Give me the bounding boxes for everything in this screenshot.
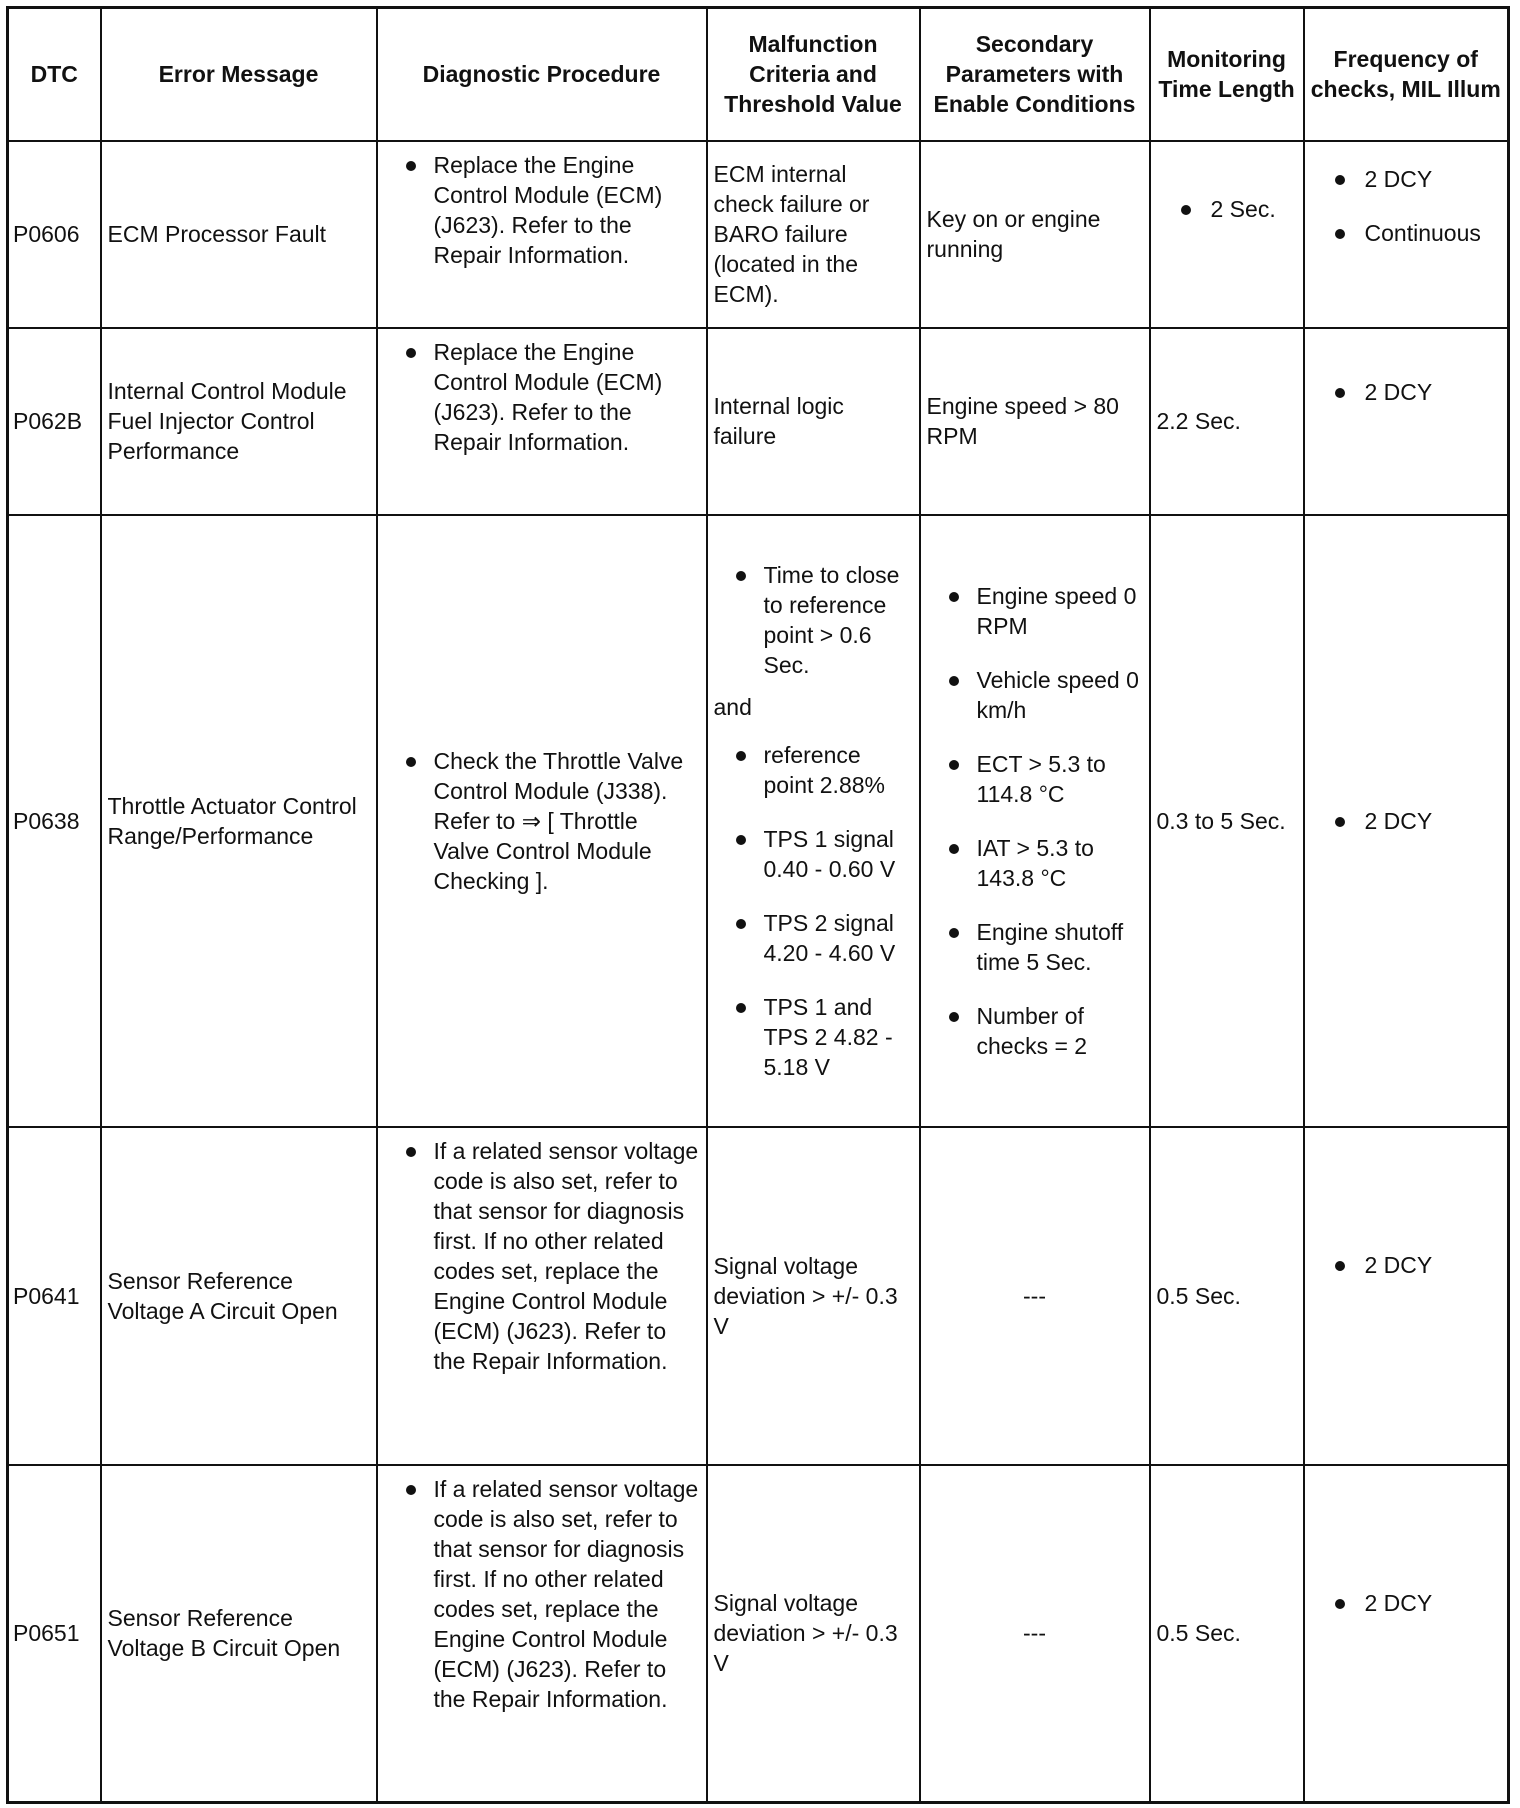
dtc-code: P0606 [8,141,101,328]
frequency [1304,515,1509,1127]
diagnostic-procedure [377,141,707,328]
monitoring-item: 2 Sec. [1157,194,1297,224]
frequency [1304,328,1509,515]
dtc-code: P0638 [8,515,101,1127]
secondary-item: IAT > 5.3 to 143.8 °C [927,833,1143,893]
dtc-code: P062B [8,328,101,515]
malfunction-criteria: ECM internal check failure or BARO failure (located in the ECM). [707,141,920,328]
criteria-item: reference point 2.88% [714,740,913,800]
table-row [8,1127,1509,1465]
table-row [8,141,1509,328]
monitoring-time: 0.5 Sec. [1150,1465,1304,1803]
frequency [1304,1127,1509,1465]
procedure-item: Replace the Engine Control Module (ECM) (J623). Refer to the Repair Information. [384,150,700,270]
secondary-item: Engine shutoff time 5 Sec. [927,917,1143,977]
diagnostic-procedure [377,1465,707,1803]
frequency-item: 2 DCY [1311,377,1502,407]
monitoring-time: 2.2 Sec. [1150,328,1304,515]
malfunction-criteria: Signal voltage deviation > +/- 0.3 V [707,1465,920,1803]
secondary-item: ECT > 5.3 to 114.8 °C [927,749,1143,809]
error-message: Internal Control Module Fuel Injector Control Performance [101,328,377,515]
header-error-message: Error Message [101,8,377,141]
error-message: Throttle Actuator Control Range/Performance [101,515,377,1127]
diagnostic-procedure [377,1127,707,1465]
procedure-item: Check the Throttle Valve Control Module (J338). Refer to ⇒ [ Throttle Valve Control Module Checking ]. [384,746,700,896]
table-row [8,328,1509,515]
criteria-item: TPS 1 and TPS 2 4.82 - 5.18 V [714,992,913,1082]
secondary-parameters [920,515,1150,1127]
table-row [8,515,1509,1127]
monitoring-time: 0.5 Sec. [1150,1127,1304,1465]
secondary-item: Engine speed 0 RPM [927,581,1143,641]
header-secondary-parameters: Secondary Parameters with Enable Conditions [920,8,1150,141]
dtc-table [6,6,1510,1804]
malfunction-criteria: Internal logic failure [707,328,920,515]
procedure-item: If a related sensor voltage code is also set, refer to that sensor for diagnosis first. If no other related codes set, replace the Engine Control Module (ECM) (J623). Refer to the Repair Information. [384,1474,700,1714]
header-monitoring-time: Monitoring Time Length [1150,8,1304,141]
procedure-item: If a related sensor voltage code is also set, refer to that sensor for diagnosis first. If no other related codes set, replace the Engine Control Module (ECM) (J623). Refer to the Repair Information. [384,1136,700,1376]
malfunction-criteria: Signal voltage deviation > +/- 0.3 V [707,1127,920,1465]
frequency-item: 2 DCY [1311,1250,1502,1280]
criteria-item: TPS 1 signal 0.40 - 0.60 V [714,824,913,884]
diagnostic-procedure [377,515,707,1127]
frequency-item: 2 DCY [1311,806,1502,836]
frequency-item: Continuous [1311,218,1502,248]
secondary-parameters: Key on or engine running [920,141,1150,328]
dtc-code: P0651 [8,1465,101,1803]
criteria-item: Time to close to reference point > 0.6 Sec. [714,560,913,680]
frequency [1304,1465,1509,1803]
dtc-code: P0641 [8,1127,101,1465]
secondary-item: Vehicle speed 0 km/h [927,665,1143,725]
table-row [8,1465,1509,1803]
secondary-parameters: --- [920,1465,1150,1803]
header-dtc: DTC [8,8,101,141]
header-diagnostic-procedure: Diagnostic Procedure [377,8,707,141]
secondary-parameters: Engine speed > 80 RPM [920,328,1150,515]
criteria-item: TPS 2 signal 4.20 - 4.60 V [714,908,913,968]
monitoring-time [1150,141,1304,328]
secondary-item: Number of checks = 2 [927,1001,1143,1061]
error-message: ECM Processor Fault [101,141,377,328]
error-message: Sensor Reference Voltage B Circuit Open [101,1465,377,1803]
malfunction-criteria [707,515,920,1127]
monitoring-time: 0.3 to 5 Sec. [1150,515,1304,1127]
criteria-conjunction: and [713,693,752,720]
header-malfunction-criteria: Malfunction Criteria and Threshold Value [707,8,920,141]
header-frequency: Frequency of checks, MIL Illum [1304,8,1509,141]
secondary-parameters: --- [920,1127,1150,1465]
procedure-item: Replace the Engine Control Module (ECM) (J623). Refer to the Repair Information. [384,337,700,457]
frequency-item: 2 DCY [1311,1588,1502,1618]
header-row [8,8,1509,141]
frequency [1304,141,1509,328]
frequency-item: 2 DCY [1311,164,1502,194]
error-message: Sensor Reference Voltage A Circuit Open [101,1127,377,1465]
diagnostic-procedure [377,328,707,515]
